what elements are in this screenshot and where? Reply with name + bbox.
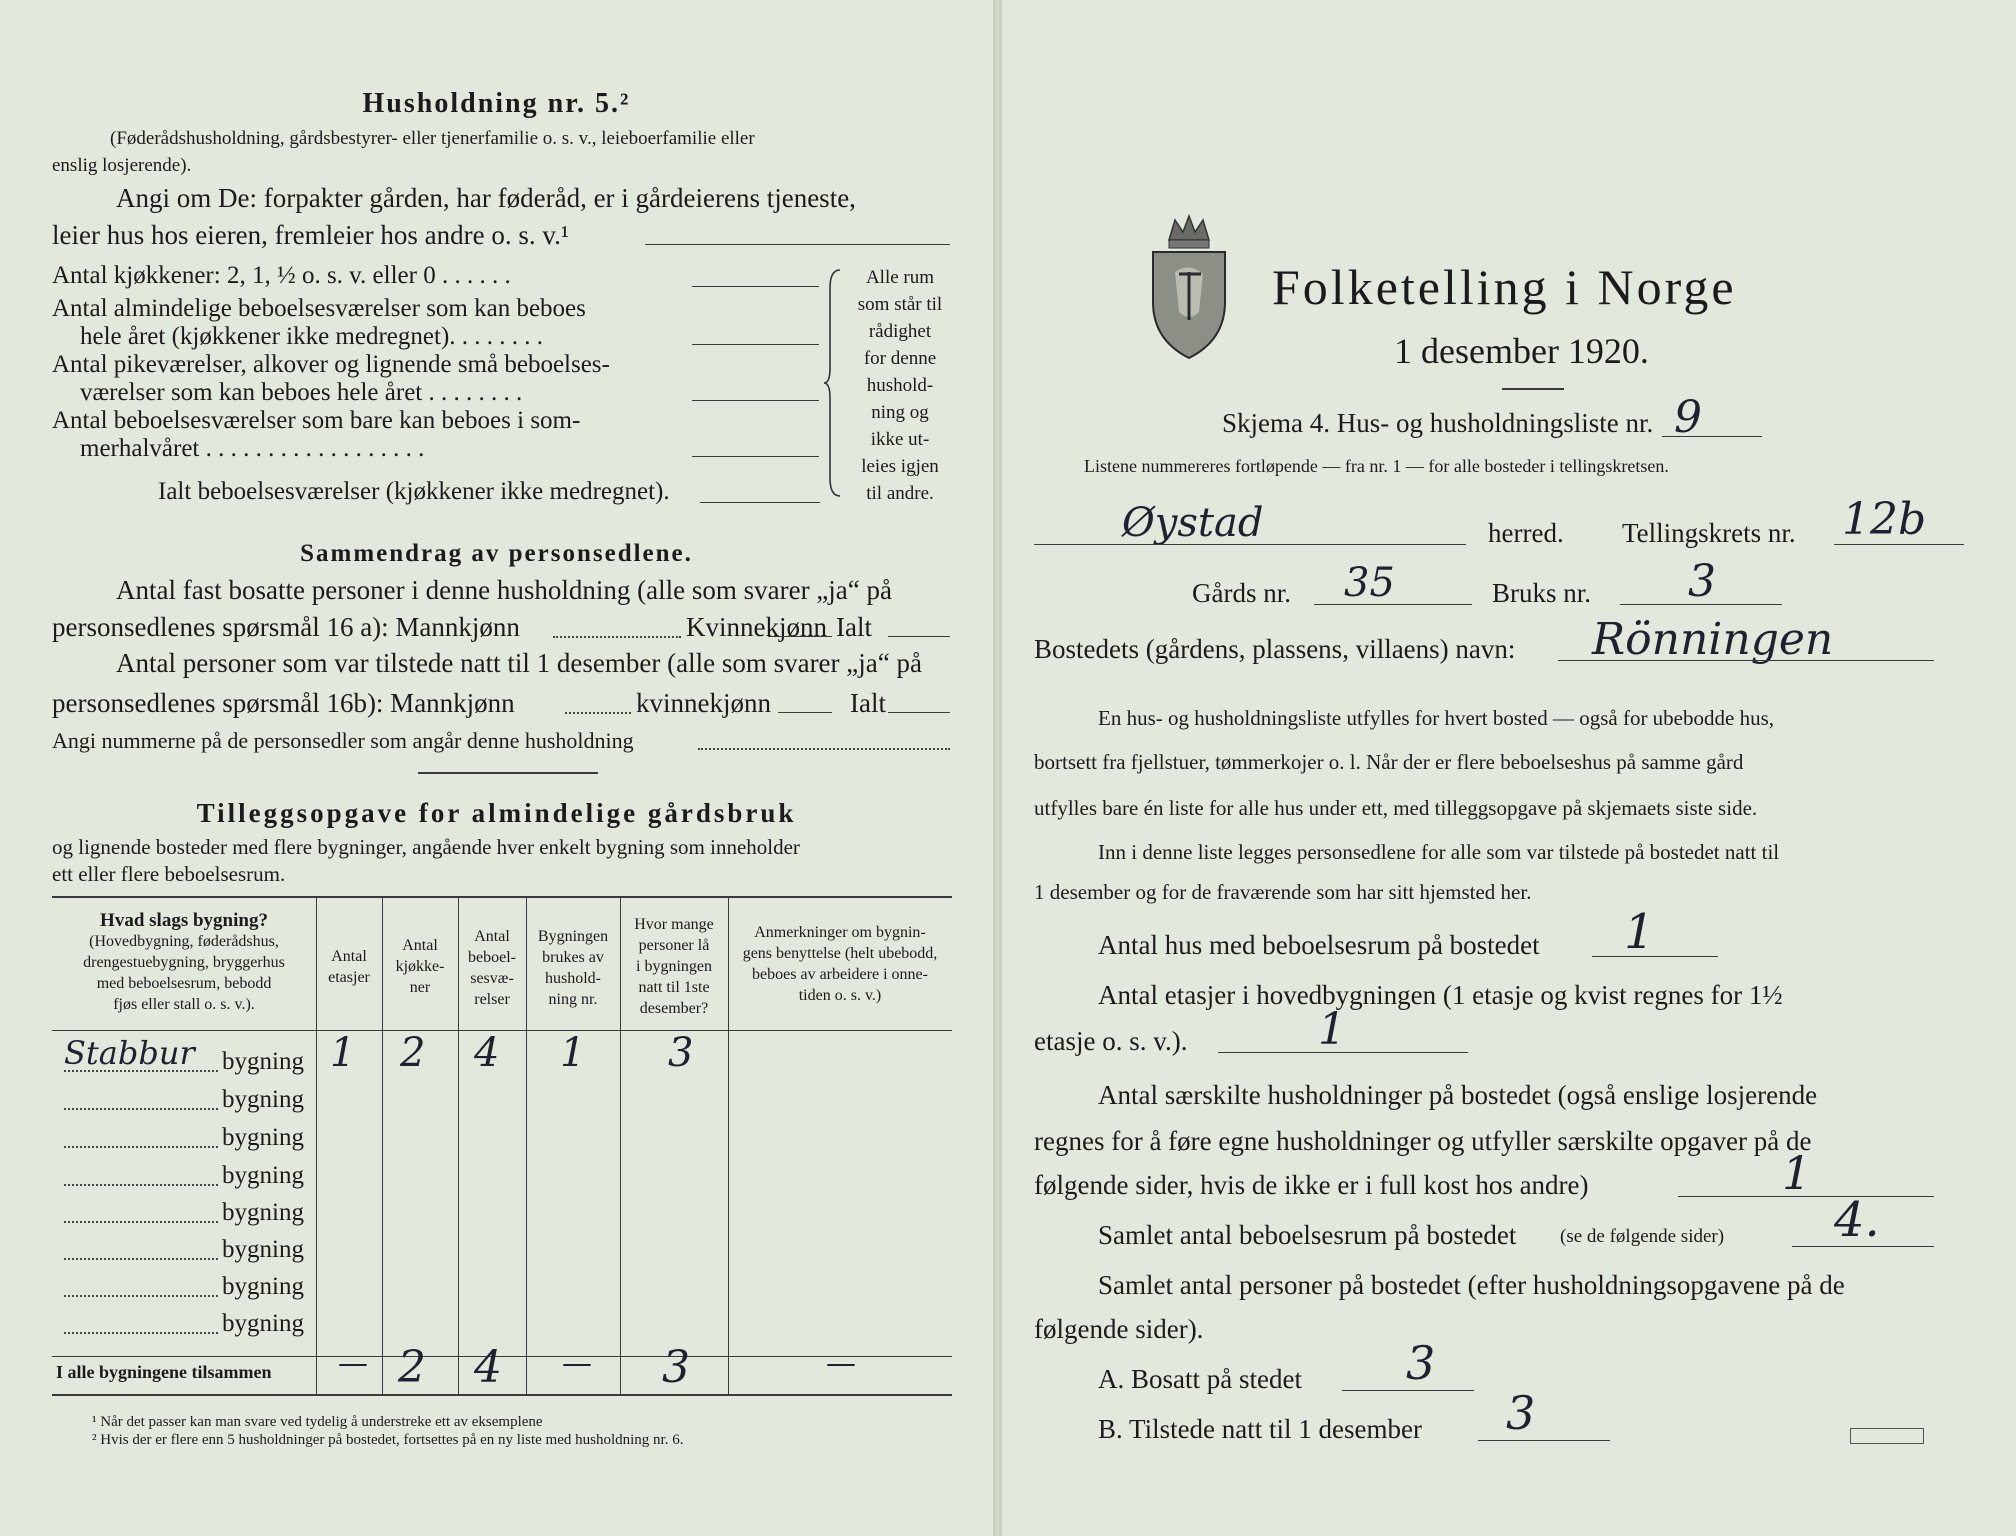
kvinnekjonn-2-line[interactable] — [778, 712, 832, 713]
hus-value[interactable]: 1 — [1624, 904, 1655, 960]
form-title: Folketelling i Norge — [1272, 259, 1737, 315]
title-divider — [1502, 388, 1564, 390]
tilstede-label: B. Tilstede natt til 1 desember — [1098, 1414, 1422, 1444]
bosatt-label: A. Bosatt på stedet — [1098, 1364, 1302, 1394]
summary-line-5: personsedlenes spørsmål 16b): Mannkjønn — [52, 688, 515, 718]
angi-line-1: Angi om De: forpakter gården, har føderåd, er i gårdeierens tjeneste, — [116, 183, 856, 213]
summary-line-1: Antal fast bosatte personer i denne husholdning (alle som svarer „ja“ på — [116, 575, 892, 605]
bosted-line — [1558, 660, 1934, 661]
gards-line — [1314, 604, 1472, 605]
ialt-2-label: Ialt — [850, 688, 886, 718]
tilstede-value[interactable]: 3 — [1506, 1386, 1536, 1440]
bosatt-line — [1342, 1390, 1474, 1391]
row-1-bygning: bygning — [222, 1048, 304, 1075]
husholdninger-question-1: Antal særskilte husholdninger på bostedet (også enslige losjerende — [1098, 1080, 1818, 1110]
kvinnekjonn-2-label: kvinnekjønn — [636, 688, 771, 718]
personsedler-line[interactable] — [698, 748, 950, 750]
personer-question-2: følgende sider). — [1034, 1314, 1204, 1344]
total-husholdning[interactable]: — — [562, 1346, 592, 1381]
herred-label: herred. — [1488, 518, 1564, 548]
list-number[interactable]: 9 — [1674, 392, 1702, 443]
ialt-rooms-answer-line[interactable] — [700, 502, 820, 503]
footnote-1: ¹ Når det passer kan man svare ved tydelig å understreke ett av eksemplene — [92, 1414, 543, 1430]
bosted-value[interactable]: Rönningen — [1592, 614, 1834, 665]
rooms-1-answer-line[interactable] — [692, 344, 819, 345]
tillegg-intro-1: og lignende bosteder med flere bygninger, angående hver enkelt bygning som inneholder — [52, 835, 800, 859]
row-3-bygning: bygning — [222, 1124, 304, 1151]
paragraph-line-2: bortsett fra fjellstuer, tømmerkojer o. l. Når der er flere beboelseshus på samme gård — [1034, 750, 1744, 774]
husholdninger-question-2: regnes for å føre egne husholdninger og utfyller særskilte opgaver på de — [1034, 1126, 1812, 1156]
etasjer-question-1: Antal etasjer i hovedbygningen (1 etasje og kvist regnes for 1½ — [1098, 980, 1783, 1010]
kvinnekjonn-1-label: Kvinnekjønn — [686, 612, 827, 642]
total-anmerkninger[interactable]: — — [826, 1346, 856, 1381]
tillegg-title: Tilleggsopgave for almindelige gårdsbruk — [196, 798, 797, 828]
row-1-personer[interactable]: 3 — [668, 1030, 694, 1076]
paragraph-line-4: Inn i denne liste legges personsedlene for alle som var tilstede på bostedet natt til — [1098, 840, 1780, 864]
krets-value[interactable]: 12b — [1842, 494, 1927, 545]
numbering-note: Listene nummereres fortløpende — fra nr. 1 — for alle bosteder i tellingskretsen. — [1084, 456, 1669, 476]
summary-line-8: Angi nummerne på de personsedler som angår denne husholdning — [52, 728, 634, 753]
paragraph-line-3: utfylles bare én liste for alle hus under ett, med tilleggsopgave på skjemaets siste side. — [1034, 796, 1758, 820]
husholdninger-question-3: følgende sider, hvis de ikke er i full kost hos andre) — [1034, 1170, 1589, 1200]
row-2-bygning: bygning — [222, 1086, 304, 1113]
footnote-2: ² Hvis der er flere enn 5 husholdninger på bostedet, fortsettes på en ny liste med husholdning nr. 6. — [92, 1432, 684, 1448]
mannkjonn-2-line[interactable] — [565, 712, 631, 714]
ialt-1-label: Ialt — [836, 612, 872, 642]
bruks-label: Bruks nr. — [1492, 578, 1592, 608]
etasjer-line — [1218, 1052, 1468, 1053]
tillegg-intro-2: ett eller flere beboelsesrum. — [52, 862, 286, 886]
row-1-building-type[interactable]: Stabbur — [64, 1034, 195, 1072]
row-1-kjokkener[interactable]: 2 — [400, 1030, 426, 1076]
bruks-value[interactable]: 3 — [1688, 556, 1716, 607]
krets-label: Tellingskrets nr. — [1622, 518, 1796, 548]
row-6-bygning: bygning — [222, 1236, 304, 1263]
husholdninger-line — [1678, 1196, 1934, 1197]
herred-value[interactable]: Øystad — [1122, 500, 1264, 546]
gards-label: Gårds nr. — [1192, 578, 1291, 608]
skjema-label: Skjema 4. Hus- og husholdningsliste nr. — [1222, 408, 1654, 438]
paragraph-line-1: En hus- og husholdningsliste utfylles for hvert bosted — også for ubebodde hus, — [1098, 706, 1774, 730]
kvinnekjonn-1-line[interactable] — [768, 636, 832, 637]
right-page — [1002, 0, 2016, 1536]
rooms-row-2a: Antal pikeværelser, alkover og lignende små beboelses- — [52, 351, 610, 378]
rooms-row-3b: merhalvåret . . . . . . . . . . . . . . . . . . — [80, 435, 425, 462]
hus-line — [1592, 956, 1718, 957]
total-beboelse[interactable]: 4 — [474, 1342, 502, 1393]
row-1-husholdning[interactable]: 1 — [560, 1030, 586, 1076]
row-5-bygning: bygning — [222, 1199, 304, 1226]
rooms-2-answer-line[interactable] — [692, 400, 819, 401]
bosatt-value[interactable]: 3 — [1406, 1336, 1436, 1390]
header-anmerkninger: Anmerkninger om bygnin- gens benyttelse (helt ubebodd, beboes av arbeidere i onne- tiden o. s. v.) — [742, 924, 938, 1004]
header-husholdning-nr: Bygningen brukes av hushold- ning nr. — [537, 928, 609, 1008]
row-1-beboelse[interactable]: 4 — [474, 1030, 500, 1076]
herred-line — [1034, 544, 1466, 545]
mannkjonn-1-line[interactable] — [553, 636, 681, 638]
norwegian-coat-of-arms-icon — [1145, 212, 1233, 362]
header-etasjer: Antal etasjer — [328, 948, 370, 986]
brace-icon — [824, 268, 846, 498]
total-etasjer[interactable]: — — [338, 1346, 368, 1381]
rum-question: Samlet antal beboelsesrum på bostedet — [1098, 1220, 1517, 1250]
rum-line — [1792, 1246, 1934, 1247]
angi-line-2: leier hus hos eieren, fremleier hos andre o. s. v.¹ — [52, 220, 569, 250]
hus-question: Antal hus med beboelsesrum på bostedet — [1098, 930, 1540, 960]
tilstede-line — [1478, 1440, 1610, 1441]
ialt-rooms-label: Ialt beboelsesværelser (kjøkkener ikke medregnet). — [158, 478, 670, 505]
total-personer[interactable]: 3 — [662, 1342, 690, 1393]
personer-question-1: Samlet antal personer på bostedet (efter husholdningsopgavene på de — [1098, 1270, 1845, 1300]
printer-stamp — [1850, 1428, 1924, 1444]
row-4-bygning: bygning — [222, 1162, 304, 1189]
rooms-row-3a: Antal beboelsesværelser som bare kan beboes i som- — [52, 407, 581, 434]
header-building-type: Hvad slags bygning? (Hovedbygning, føderådshus, drengestuebygning, bryggerhus med beboelsesrum, bebodd fjøs eller stall o. s. v.). — [83, 910, 285, 1013]
summary-line-2: personsedlenes spørsmål 16 a): Mannkjønn — [52, 612, 520, 642]
rooms-3-answer-line[interactable] — [692, 456, 819, 457]
summary-line-4: Antal personer som var tilstede natt til 1 desember (alle som svarer „ja“ på — [116, 648, 922, 678]
page-fold — [993, 0, 1002, 1536]
kitchens-row: Antal kjøkkener: 2, 1, ½ o. s. v. eller 0 . . . . . . — [52, 262, 511, 289]
header-beboelsesvaerelser: Antal beboel- sesvæ- relser — [468, 928, 516, 1008]
intro-line-2: enslig losjerende). — [52, 155, 192, 176]
section-divider — [418, 772, 598, 774]
rum-value[interactable]: 4. — [1834, 1192, 1880, 1248]
total-kjokkener[interactable]: 2 — [398, 1342, 426, 1393]
ialt-1-line[interactable] — [888, 636, 950, 637]
etasjer-question-2: etasje o. s. v.). — [1034, 1026, 1188, 1056]
header-personer: Hvor mange personer lå i bygningen natt til 1ste desember? — [634, 916, 714, 1017]
ialt-2-line[interactable] — [888, 712, 950, 713]
summary-title: Sammendrag av personsedlene. — [300, 540, 693, 567]
etasjer-value[interactable]: 1 — [1318, 1004, 1346, 1055]
rooms-row-1a: Antal almindelige beboelsesværelser som kan beboes — [52, 295, 586, 322]
gards-value[interactable]: 35 — [1344, 560, 1395, 606]
form-date: 1 desember 1920. — [1394, 331, 1649, 371]
left-page — [0, 0, 993, 1536]
kitchens-answer-line[interactable] — [692, 286, 819, 287]
household-title: Husholdning nr. 5.² — [362, 88, 631, 119]
list-number-line — [1662, 436, 1762, 437]
rooms-row-2b: værelser som kan beboes hele året . . . . . . . . — [80, 379, 523, 406]
bruks-line — [1620, 604, 1782, 605]
bosted-label: Bostedets (gårdens, plassens, villaens) navn: — [1034, 634, 1516, 664]
paragraph-line-5: 1 desember og for de fraværende som har sitt hjemsted her. — [1034, 880, 1532, 904]
intro-line-1: (Føderådshusholdning, gårdsbestyrer- eller tjenerfamilie o. s. v., leieboerfamilie eller — [110, 128, 755, 149]
husholdninger-value[interactable]: 1 — [1782, 1146, 1812, 1200]
row-7-bygning: bygning — [222, 1273, 304, 1300]
brace-note: Alle rum som står til rådighet for denne hushold- ning og ikke ut- leies igjen til andre. — [857, 267, 943, 504]
rooms-row-1b: hele året (kjøkkener ikke medregnet). . . . . . . . — [80, 323, 544, 350]
angi-answer-line[interactable] — [645, 244, 950, 245]
row-8-bygning: bygning — [222, 1310, 304, 1337]
krets-line — [1834, 544, 1964, 545]
row-1-etasjer[interactable]: 1 — [330, 1030, 356, 1076]
rum-question-small: (se de følgende sider) — [1560, 1226, 1725, 1247]
header-kjokkener: Antal kjøkke- ner — [395, 937, 445, 996]
total-label: I alle bygningene tilsammen — [56, 1362, 272, 1382]
